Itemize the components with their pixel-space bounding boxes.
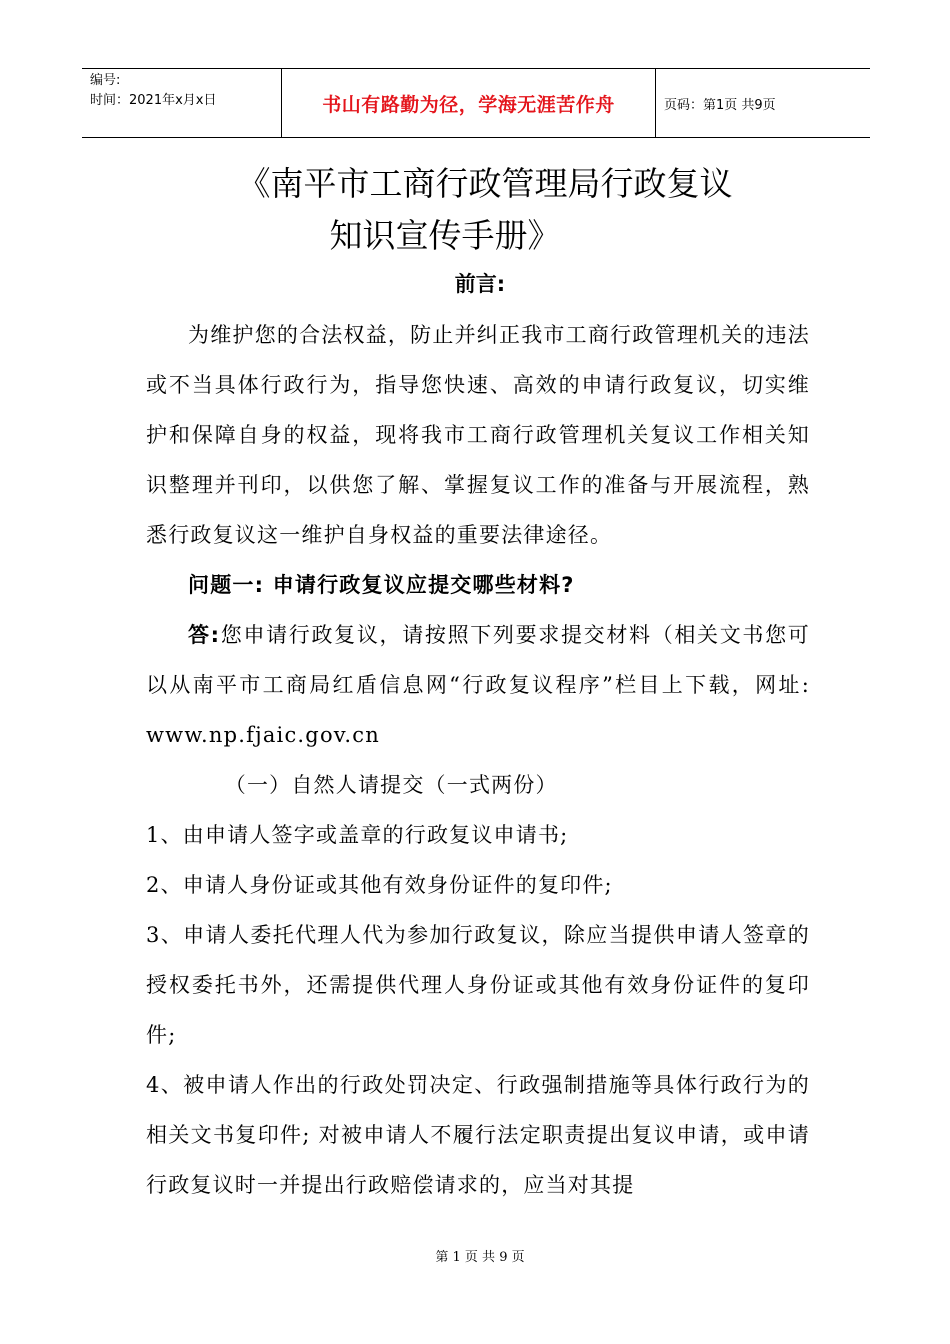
list-item: 4、被申请人作出的行政处罚决定、行政强制措施等具体行政行为的相关文书复印件; 对被申请人不履行法定职责提出复议申请，或申请行政复议时一并提出行政赔偿请求的，应当对其提 — [146, 1073, 810, 1197]
question-heading: 问题一: 申请行政复议应提交哪些材料? — [188, 573, 575, 597]
header-meta — [82, 69, 281, 137]
answer-lead: 答: — [188, 623, 221, 647]
header-motto: 书山有路勤为径，学海无涯苦作舟 — [281, 69, 656, 137]
header-page-info: 页码：第1页 共9页 — [664, 97, 776, 113]
document-header — [82, 68, 870, 138]
preface-paragraph: 为维护您的合法权益，防止并纠正我市工商行政管理机关的违法或不当具体行政行为，指导您快速、高效的申请行政复议，切实维护和保障自身的权益，现将我市工商行政管理机关复议工作相关知识整理并刊印，以供您了解、掌握复议工作的准备与开展流程，熟悉行政复议这一维护自身权益的重要法律途径。 — [146, 323, 810, 547]
list-item: 1、由申请人签字或盖章的行政复议申请书; — [146, 823, 569, 847]
list-item: 2、申请人身份证或其他有效身份证件的复印件; — [146, 873, 613, 897]
number-label: 编号: — [90, 73, 121, 88]
section-heading: （一）自然人请提交（一式两份） — [224, 773, 558, 797]
answer-paragraph — [146, 610, 810, 760]
list-item: 3、申请人委托代理人代为参加行政复议，除应当提供申请人签章的授权委托书外，还需提供代理人身份证或其他有效身份证件的复印件; — [146, 923, 810, 1047]
document-title-line2: 知识宣传手册》 — [329, 216, 561, 255]
preface-heading: 前言: — [454, 272, 506, 296]
document-body — [146, 310, 810, 1210]
time-label: 时间：2021年x月x日 — [90, 93, 217, 108]
document-title-line1: 《南平市工商行政管理局行政复议 — [237, 164, 733, 203]
page-footer: 第 1 页 共 9 页 — [435, 1250, 525, 1265]
answer-text: 您申请行政复议，请按照下列要求提交材料（相关文书您可以从南平市工商局红盾信息网“行政复议程序”栏目上下载，网址: www.np.fjaic.gov.cn — [146, 623, 810, 747]
